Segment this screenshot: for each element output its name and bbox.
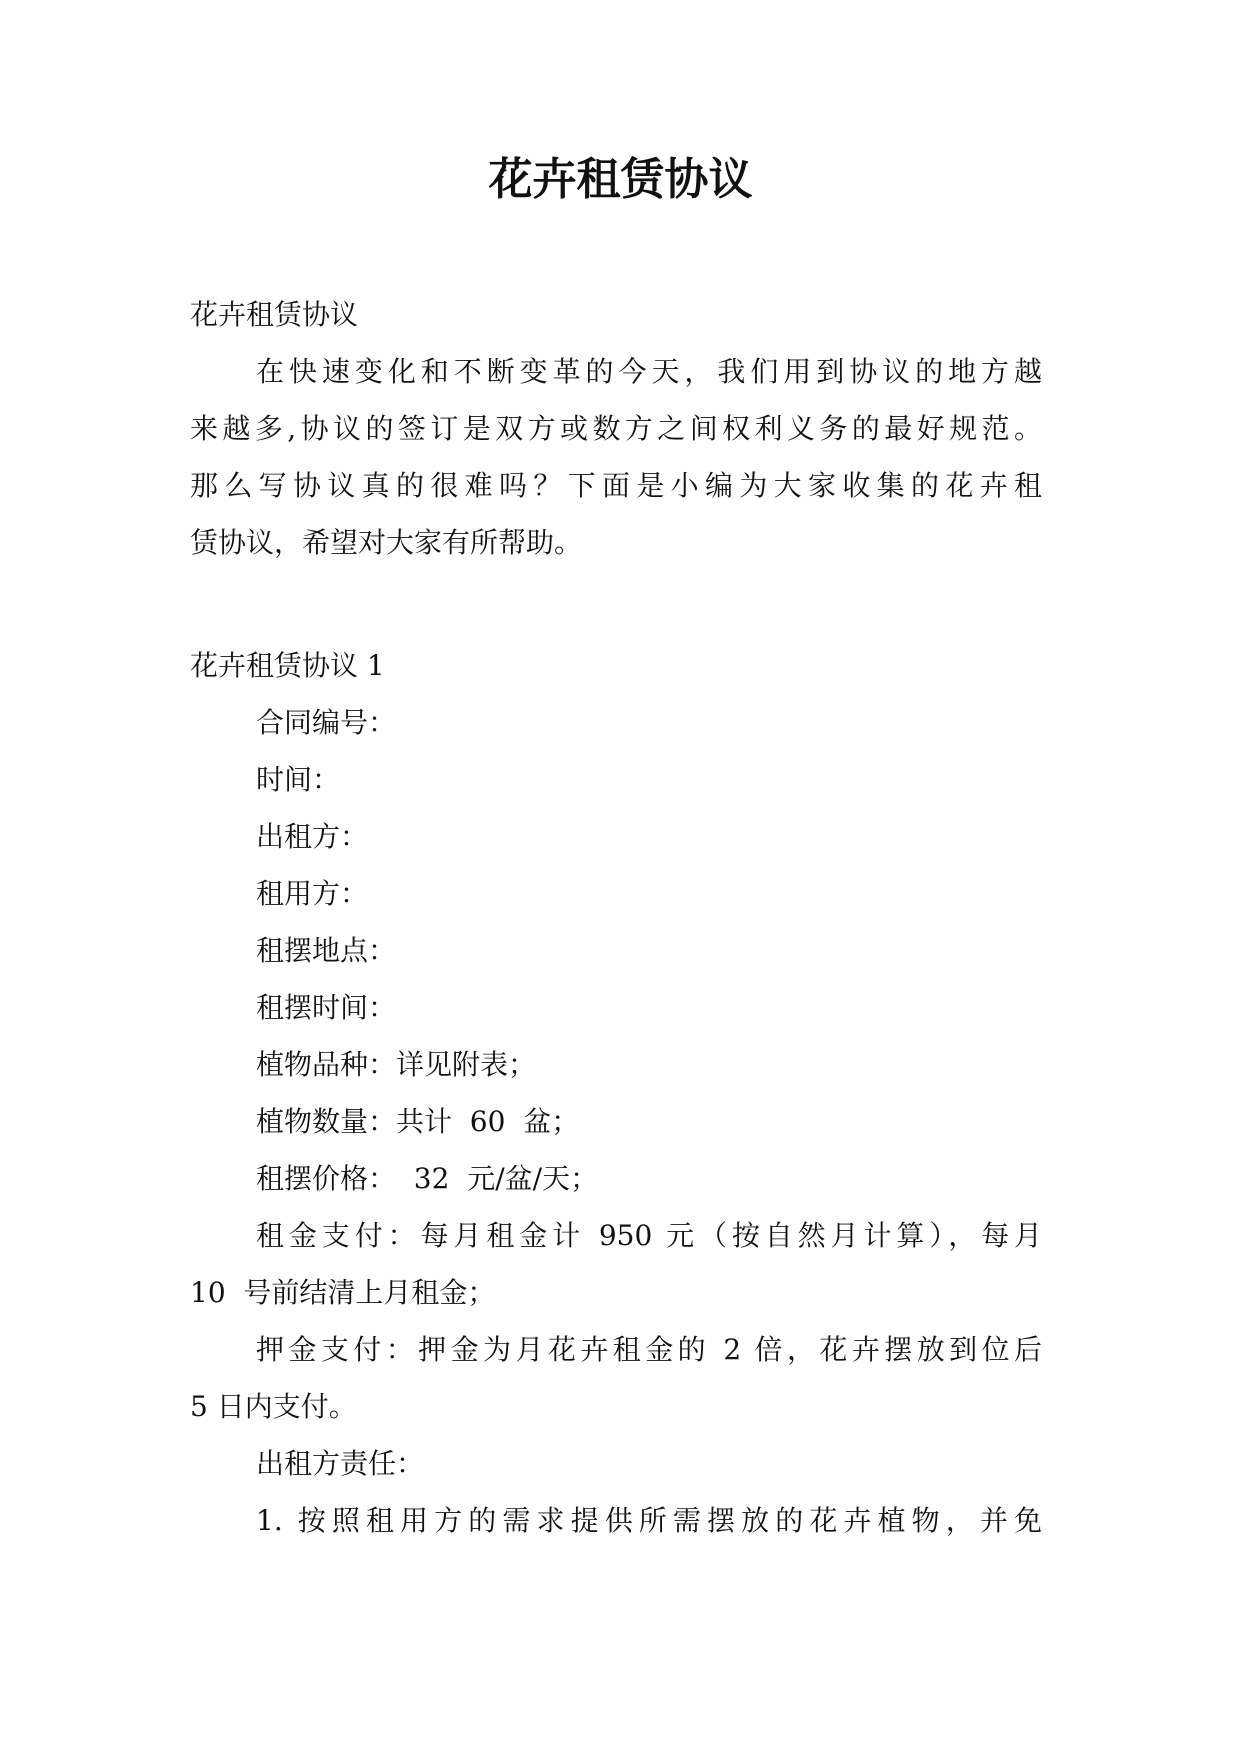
- rental-price-field: 租摆价格： 32 元/盆/天；: [256, 1162, 599, 1195]
- lessee-field: 租用方：: [256, 877, 369, 910]
- agreement-1-heading: 花卉租赁协议 1: [190, 649, 385, 682]
- contract-number-field: 合同编号：: [256, 706, 397, 739]
- deposit-payment-line-1: 押金支付：押金为月花卉租金的 2 倍，花卉摆放到位后: [256, 1333, 1042, 1366]
- intro-line-1: 在快速变化和不断变革的今天，我们用到协议的地方越: [256, 355, 1042, 388]
- intro-line-3: 那么写协议真的很难吗？下面是小编为大家收集的花卉租: [190, 469, 1042, 502]
- section-heading: 花卉租赁协议: [190, 298, 359, 331]
- intro-line-2: 来越多,协议的签订是双方或数方之间权利义务的最好规范。: [190, 412, 1042, 445]
- rent-payment-line-2: 10 号前结清上月租金；: [190, 1276, 496, 1309]
- lessor-duty-1: 1. 按照租用方的需求提供所需摆放的花卉植物，并免: [256, 1504, 1042, 1537]
- document-title: 花卉租赁协议: [488, 154, 753, 205]
- lessor-field: 出租方：: [256, 820, 369, 853]
- location-field: 租摆地点：: [256, 934, 397, 967]
- intro-line-4: 赁协议，希望对大家有所帮助。: [190, 526, 583, 559]
- plant-variety-field: 植物品种：详见附表；: [256, 1048, 537, 1081]
- plant-quantity-field: 植物数量：共计 60 盆；: [256, 1105, 580, 1138]
- rent-payment-line-1: 租金支付：每月租金计 950 元（按自然月计算），每月: [256, 1219, 1042, 1252]
- time-field: 时间：: [256, 763, 341, 796]
- lessor-duties-heading: 出租方责任：: [256, 1447, 425, 1480]
- rental-period-field: 租摆时间：: [256, 991, 397, 1024]
- deposit-payment-line-2: 5 日内支付。: [190, 1390, 357, 1423]
